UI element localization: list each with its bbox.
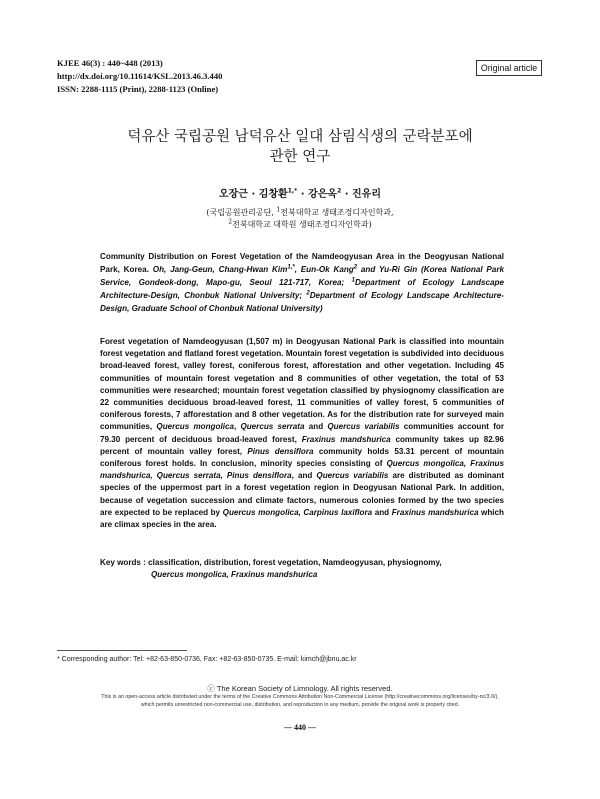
author-1-sup: 1,* [287, 187, 298, 195]
affil-line-2: $^2$전북대학교 대학원 생태조경디자인학과) [228, 218, 372, 229]
author-1: 오장근 · 김창환 [218, 189, 288, 200]
copyright-line: ⓒ The Korean Society of Limnology. All rights reserved. [207, 684, 393, 693]
abstract: Forest vegetation of Namdeogyusan (1,507 m) in Deogyusan National Park is classified into mountain forest vegetation and flatland forest vegetation. Mountain forest vegetation is subdivided into deciduous broad-leaved forest, valley forest, coniferous forest, afforestation and other vegetation. Including 45 communities of mountain forest vegetation and 8 communities of other vegetation, the total of 53 communities were researched; mountain forest vegetation classified by physiognomy classification are 22 communities deciduous broad-leaved forest, 11 communities of valley forest, 5 communities of coniferous forests, 7 afforestation and 8 other vegetation. As for the distribution rate for surveyed main communities, Quercus mongolica, Quercus serrata and Quercus variabilis communities account for 79.30 percent of deciduous broad-leaved forest, Fraxinus mandshurica community takes up 82.96 percent of mountain valley forest, Pinus densiflora community holds 53.31 percent of mountain coniferous forest holds. In conclusion, minority species consisting of Quercus mongolica, Fraxinus mandshurica, Quercus serrata, Pinus densiflora, and Quercus variabilis are distributed as dominant species of the uppermost part in a forest vegetation region in Deogyusan National Park. In addition, because of vegetation succession and climate factors, numerous colonies formed by the two species are expected to be replaced by Quercus mongolica, Carpinus laxiflora and Fraxinus mandshurica which are climax species in the area. [100, 337, 505, 530]
english-citation [100, 251, 504, 316]
author-2: · 강은옥 [297, 189, 338, 200]
license-note [30, 694, 570, 709]
korean-title [60, 127, 540, 167]
page-number: — 440 — [284, 723, 316, 732]
author-2-sup: 2 [337, 187, 342, 195]
journal-citation: KJEE 46(3) : 440~448 (2013) [57, 58, 163, 68]
english-title: Community Distribution on Forest Vegetation of the Namdeogyusan Area in the Deogyusan National Park, Korea. [100, 252, 504, 274]
issn: ISSN: 2288-1115 (Print), 2288-1123 (Online) [57, 84, 219, 94]
affil-line-1: (국립공원관리공단, $^1$전북대학교 생태조경디자인학과, [206, 206, 394, 217]
korean-affiliations [60, 207, 540, 231]
license-line-1: This is an open-access article distributed under the terms of the Creative Commons Attribution Non-Commercial License (http://creativecommons.org/licenses/by-nc/3.0/), [101, 694, 499, 700]
license-line-2: which permits unrestricted non-commercial use, distribution, and reproduction in any medium, provide the original work is properly cited. [140, 701, 460, 708]
title-line-2: 관한 연구 [269, 149, 331, 165]
english-authors: Oh, Jang-Geun, Chang-Hwan Kim$^{1,*}$, Eun-Ok Kang$^2$ and Yu-Ri Gin [148, 264, 418, 274]
journal-meta [57, 57, 222, 96]
keywords [100, 557, 504, 581]
keywords-line-1: Key words : classification, distribution, forest vegetation, Namdeogyusan, physiognomy, [100, 558, 442, 567]
english-affiliations: (Korea National Park Service, Gondeok-dong, Mapo-gu, Seoul 121-717, Korea; $^1$Department of Ecology Landscape Architecture-Design, Chonbuk National University; $^2$Department of Ecology Landscape Architecture-Design, Graduate School of Chonbuk National University) [100, 264, 505, 313]
korean-authors [60, 185, 540, 200]
author-3: · 진유리 [341, 189, 381, 200]
corresponding-author-note: * Corresponding author: Tel: +82-63-850-0736, Fax: +82-63-850-0735. E-mail: kimch@jbnu.ac.kr [57, 656, 357, 663]
title-line-1: 덕유산 국립공원 남덕유산 일대 삼림식생의 군락분포에 [127, 129, 473, 145]
doi-link[interactable]: http://dx.doi.org/10.11614/KSL.2013.46.3.440 [57, 71, 223, 81]
article-type-badge: Original article [476, 60, 542, 76]
footnote-divider [57, 650, 187, 651]
keywords-line-2: Quercus mongolica, Fraxinus mandshurica [151, 570, 318, 580]
